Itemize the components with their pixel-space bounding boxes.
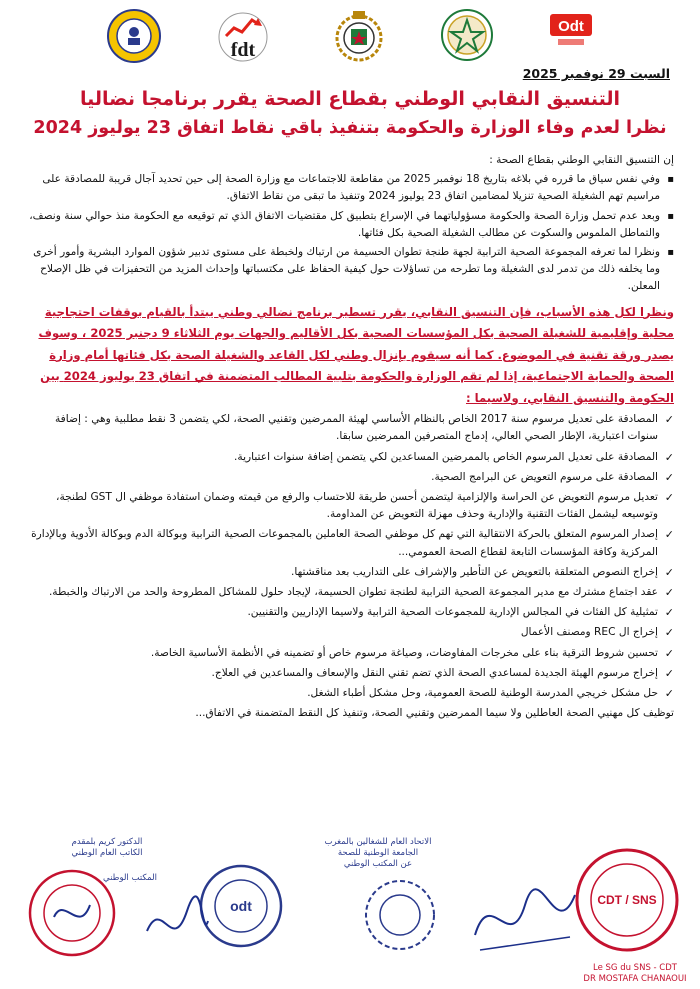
sg-sns-cdt-line: Le SG du SNS - CDT	[593, 963, 677, 973]
intro-text: إن التنسيق النقابي الوطني بقطاع الصحة :	[489, 154, 674, 166]
demand-item: ✓ المصادقة على تعديل المرسوم الخاص بالممرضين المساعدين لكي يتضمن إضافة سنوات اعتبارية.	[28, 449, 674, 466]
title-line-2: نظرا لعدم وفاء الوزارة والحكومة بتنفيذ باقي نقاط اتفاق 23 يوليوز 2024	[33, 118, 667, 138]
national-office-label: المكتب الوطني	[103, 873, 157, 883]
doctor-signature-text	[52, 837, 162, 859]
odt-logo	[548, 8, 594, 66]
demand-item: ✓ عقد اجتماع مشترك مع مدير المجموعة الصحية الترابية لطنجة تطوان الحسيمة، لإيجاد حلول للمشاكل المطروحة والحد من الارتباك والخبطة.	[28, 584, 674, 601]
context-list	[28, 171, 674, 295]
decision-paragraph: ونظرا لكل هذه الأسباب، فإن التنسيق النقابي، يقرر تسطير برنامج نضالي وطني يبتدأ بالقيام بوقفات احتجاجية محلية وإقليمية للشغيلة الصحية بكل المؤسسات الصحية بكل الأقاليم والجهات يوم الثلاثاء 9 دجنبر 2025 ، وسوف يصدر ورقة تقنية في الموضوع. كما أنه سيقوم بإنزال وطني لكل القاعد والشغيلة الصحة بكل فئاتها أمام وزارة الصحة والحماية الاجتماعية، إذا لم تقم الوزارة والحكومة بتلبية المطالب المتضمنة في اتفاق 23 يوليوز 2024 بين الحكومة والتنسيق النقابي، ولاسيما :	[38, 304, 674, 405]
closing-text: توظيف كل مهنيي الصحة العاطلين ولا سيما الممرضين وتقنيي الصحة، وتنفيذ كل النقط المتضمنة في الاتفاق...	[195, 707, 674, 720]
demand-item: ✓ تمثيلية كل الفئات في المجالس الإدارية للمجموعات الصحية الترابية ولاسيما الإداريين والتقنيين.	[28, 604, 674, 621]
demands-list	[28, 411, 674, 702]
royal-emblem-logo	[332, 8, 390, 66]
context-item: ▪ وفي نفس سياق ما قرره في بلاغه بتاريخ 18 نوفمبر 2025 من مقاطعة للاجتماعات مع وزارة الصحة إلى حين تحديد آجال قريبة للمصادقة على مراسيم تهم الشغيلة الصحية تنزيلا لمضامين اتفاق 23 يوليوز 2024 وتنفيذ ما تبقى من نقاط الاتفاق.	[28, 171, 674, 205]
document-date: السبت 29 نوفمبر 2025	[522, 66, 670, 81]
doctor-name: الدكتور كريم بلمقدم	[71, 837, 143, 847]
demand-item: ✓ تعديل مرسوم التعويض عن الحراسة والإلزامية ليتضمن أحسن طريقة للاحتساب والرفع من قيمته وضمان استفادة موظفي ال GST لطنجة، وتوسيعه ليشمل الفئات التقنية والإدارية وحذف مهزلة التعويض عن المداومة.	[28, 489, 674, 523]
demand-item: ✓ تحسين شروط الترقية بناء على مخرجات المفاوضات، وصياغة مرسوم خاص أو تضمينه في الأنظمة الأساسية الخاصة.	[28, 645, 674, 662]
demand-item: ✓ إخراج ال REC ومصنف الأعمال	[28, 624, 674, 641]
ugtm-stamp-text	[318, 837, 438, 870]
odt-stamp-text: odt	[230, 898, 252, 914]
logos-row	[0, 8, 700, 68]
demand-item: ✓ إخراج مرسوم الهيئة الجديدة لمساعدي الصحة الذي تضم تقني النقل والإسعاف والمساعدين في العلاج.	[28, 665, 674, 682]
demand-item: ✓ المصادقة على تعديل مرسوم سنة 2017 الخاص بالنظام الأساسي لهيئة الممرضين وتقنيي الصحة، لكي يتضمن 3 نقط مطلبية وهي : إضافة سنوات اعتبارية، الإطار الصحي العالي، إدماج المتصرفين الممرضين سابقا.	[28, 411, 674, 445]
union-circle-logo	[106, 8, 164, 66]
sg-name-line: DR MOSTAFA CHANAOUI	[583, 974, 687, 984]
title-line-1: التنسيق النقابي الوطني بقطاع الصحة يقرر برنامجا نضاليا	[79, 88, 621, 110]
ugtm-line-3: عن المكتب الوطني	[343, 859, 413, 869]
context-item: ▪ ونظرا لما تعرفه المجموعة الصحية الترابية لجهة طنجة تطوان الحسيمة من ارتباك ولخبطة على مستوى تدبير شؤون الموارد البشرية وأمور أخرى وما يخلفه ذلك من تدمر لدى الشغيلة وما تطرحه من تساؤلات حول كيفية الحفاظ على مكتسباتها وإحداث المزيد من التحفيزات في ظل الإصلاح المعلن.	[28, 244, 674, 296]
document-body	[28, 152, 674, 733]
ugtm-line-2: الجامعة الوطنية للصحة	[337, 848, 419, 858]
cdt-sns-stamp-text: CDT / SNS	[597, 893, 657, 907]
demand-item: ✓ إخراج النصوص المتعلقة بالتعويض عن التأطير والإشراف على التداريب بعد مناقشتها.	[28, 564, 674, 581]
demand-item: ✓ حل مشكل خريجي المدرسة الوطنية للصحة العمومية، وحل مشكل أطباء الشغل.	[28, 685, 674, 702]
fdt-logo	[216, 8, 274, 66]
fdt-logo-text: fdt	[230, 39, 256, 61]
ugtm-round-stamp	[360, 875, 440, 959]
signatures-area	[0, 835, 700, 989]
signature-scribble-right	[470, 875, 580, 969]
sg-sns-cdt-label	[580, 963, 690, 985]
odt-logo-text: Odt	[558, 18, 584, 35]
doctor-title: الكاتب العام الوطني	[71, 848, 143, 858]
ugtm-line-1: الاتحاد العام للشغالين بالمغرب	[324, 837, 432, 847]
demand-item: ✓ إصدار المرسوم المتعلق بالحركة الانتقالية التي تهم كل موظفي الصحة العاملين بالمجموعات الصحية الترابية وبوكالة الدم وبوكالة الأدوية وبالإدارة المركزية وكافة المؤسسات التابعة لقطاع الصحة العمومي...	[28, 526, 674, 560]
demand-item: ✓ المصادقة على مرسوم التعويض عن البرامج الصحية.	[28, 469, 674, 486]
signature-scribble-center	[142, 891, 212, 965]
context-item: ▪ وبعد عدم تحمل وزارة الصحة والحكومة مسؤولياتهما في الإسراع بتطبيق كل مقتضيات الاتفاق الذي تم توقيعه مع الحكومة منذ حوالي سنة ونصف، والتماطل الملموس والسكوت عن مطالب الشغيلة الصحية بكل فئاتها.	[28, 208, 674, 242]
star-emblem-logo	[440, 8, 498, 66]
cdt-sns-stamp	[572, 845, 682, 959]
